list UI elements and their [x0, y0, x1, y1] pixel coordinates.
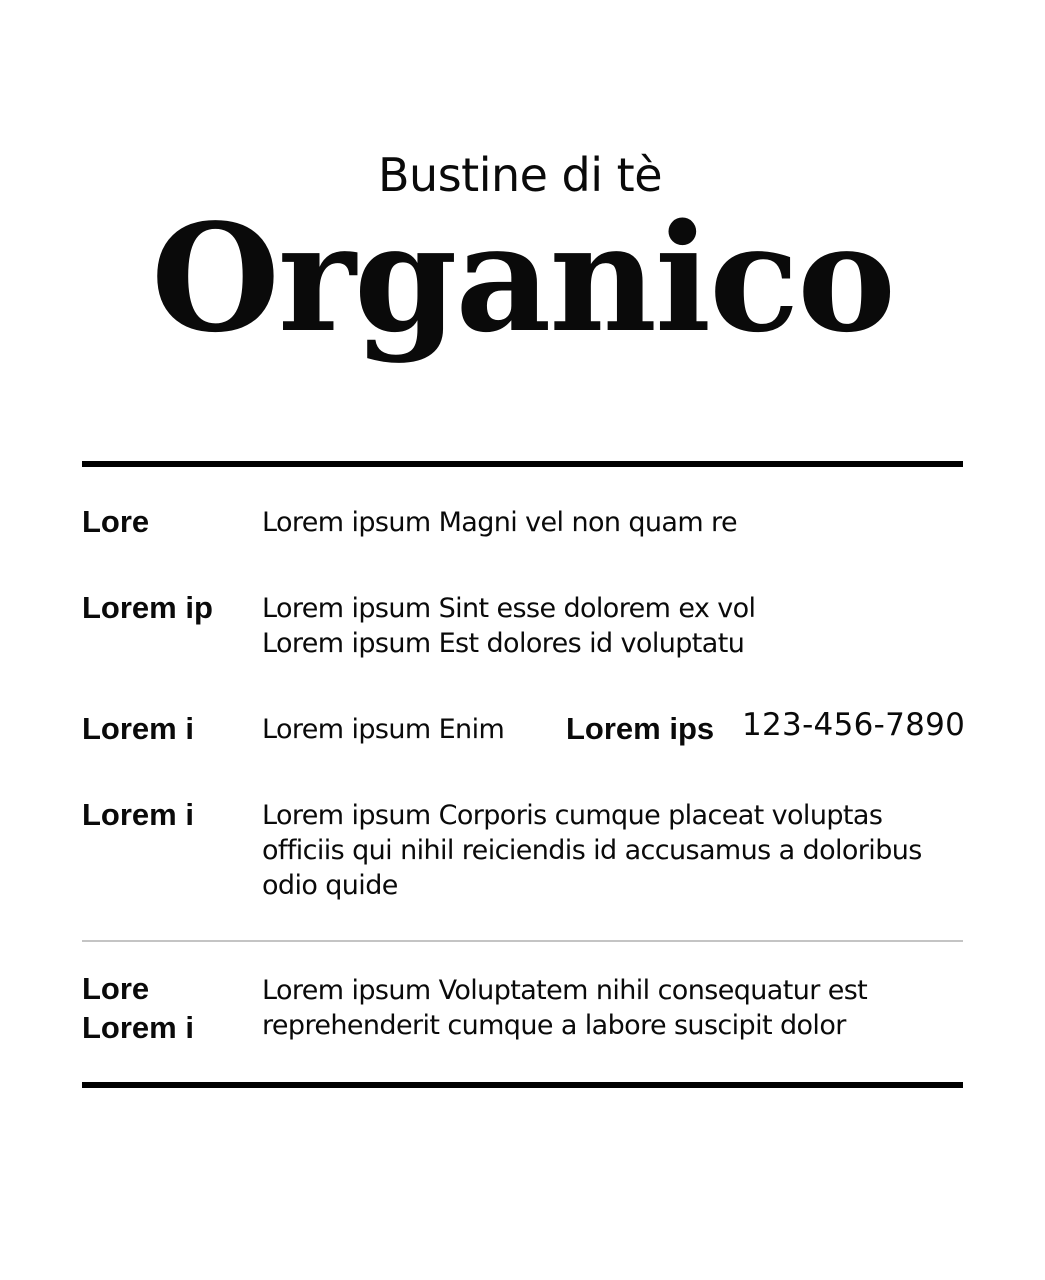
phone-number: 123-456-7890 [742, 707, 966, 743]
bottom-rule [82, 1082, 963, 1088]
footer-value-line: reprehenderit cumque a labore suscipit dolor [262, 1010, 846, 1041]
row-label: Lore [82, 504, 150, 539]
row-value-line: Lorem ipsum Sint esse dolorem ex vol [262, 593, 756, 624]
row-label: Lorem i [82, 797, 194, 832]
section-divider [82, 940, 963, 942]
row-label: Lorem ip [82, 590, 213, 625]
row-value-line: odio quide [262, 870, 398, 901]
footer-label-line: Lore [82, 971, 150, 1006]
row-label: Lorem i [82, 711, 194, 746]
footer-label-line: Lorem i [82, 1010, 194, 1045]
phone-label: Lorem ips [566, 711, 715, 746]
row-value-line: Lorem ipsum Corporis cumque placeat voluptas [262, 800, 883, 831]
row-value: Lorem ipsum Enim [262, 714, 505, 745]
row-value-line: officiis qui nihil reiciendis id accusamus a doloribus [262, 835, 922, 866]
row-value: Lorem ipsum Magni vel non quam re [262, 507, 737, 538]
row-value-line: Lorem ipsum Est dolores id voluptatu [262, 628, 745, 659]
product-title: Organico [151, 191, 894, 365]
top-rule [82, 461, 963, 467]
footer-value-line: Lorem ipsum Voluptatem nihil consequatur est [262, 975, 868, 1006]
product-subtitle: Bustine di tè [377, 148, 662, 202]
